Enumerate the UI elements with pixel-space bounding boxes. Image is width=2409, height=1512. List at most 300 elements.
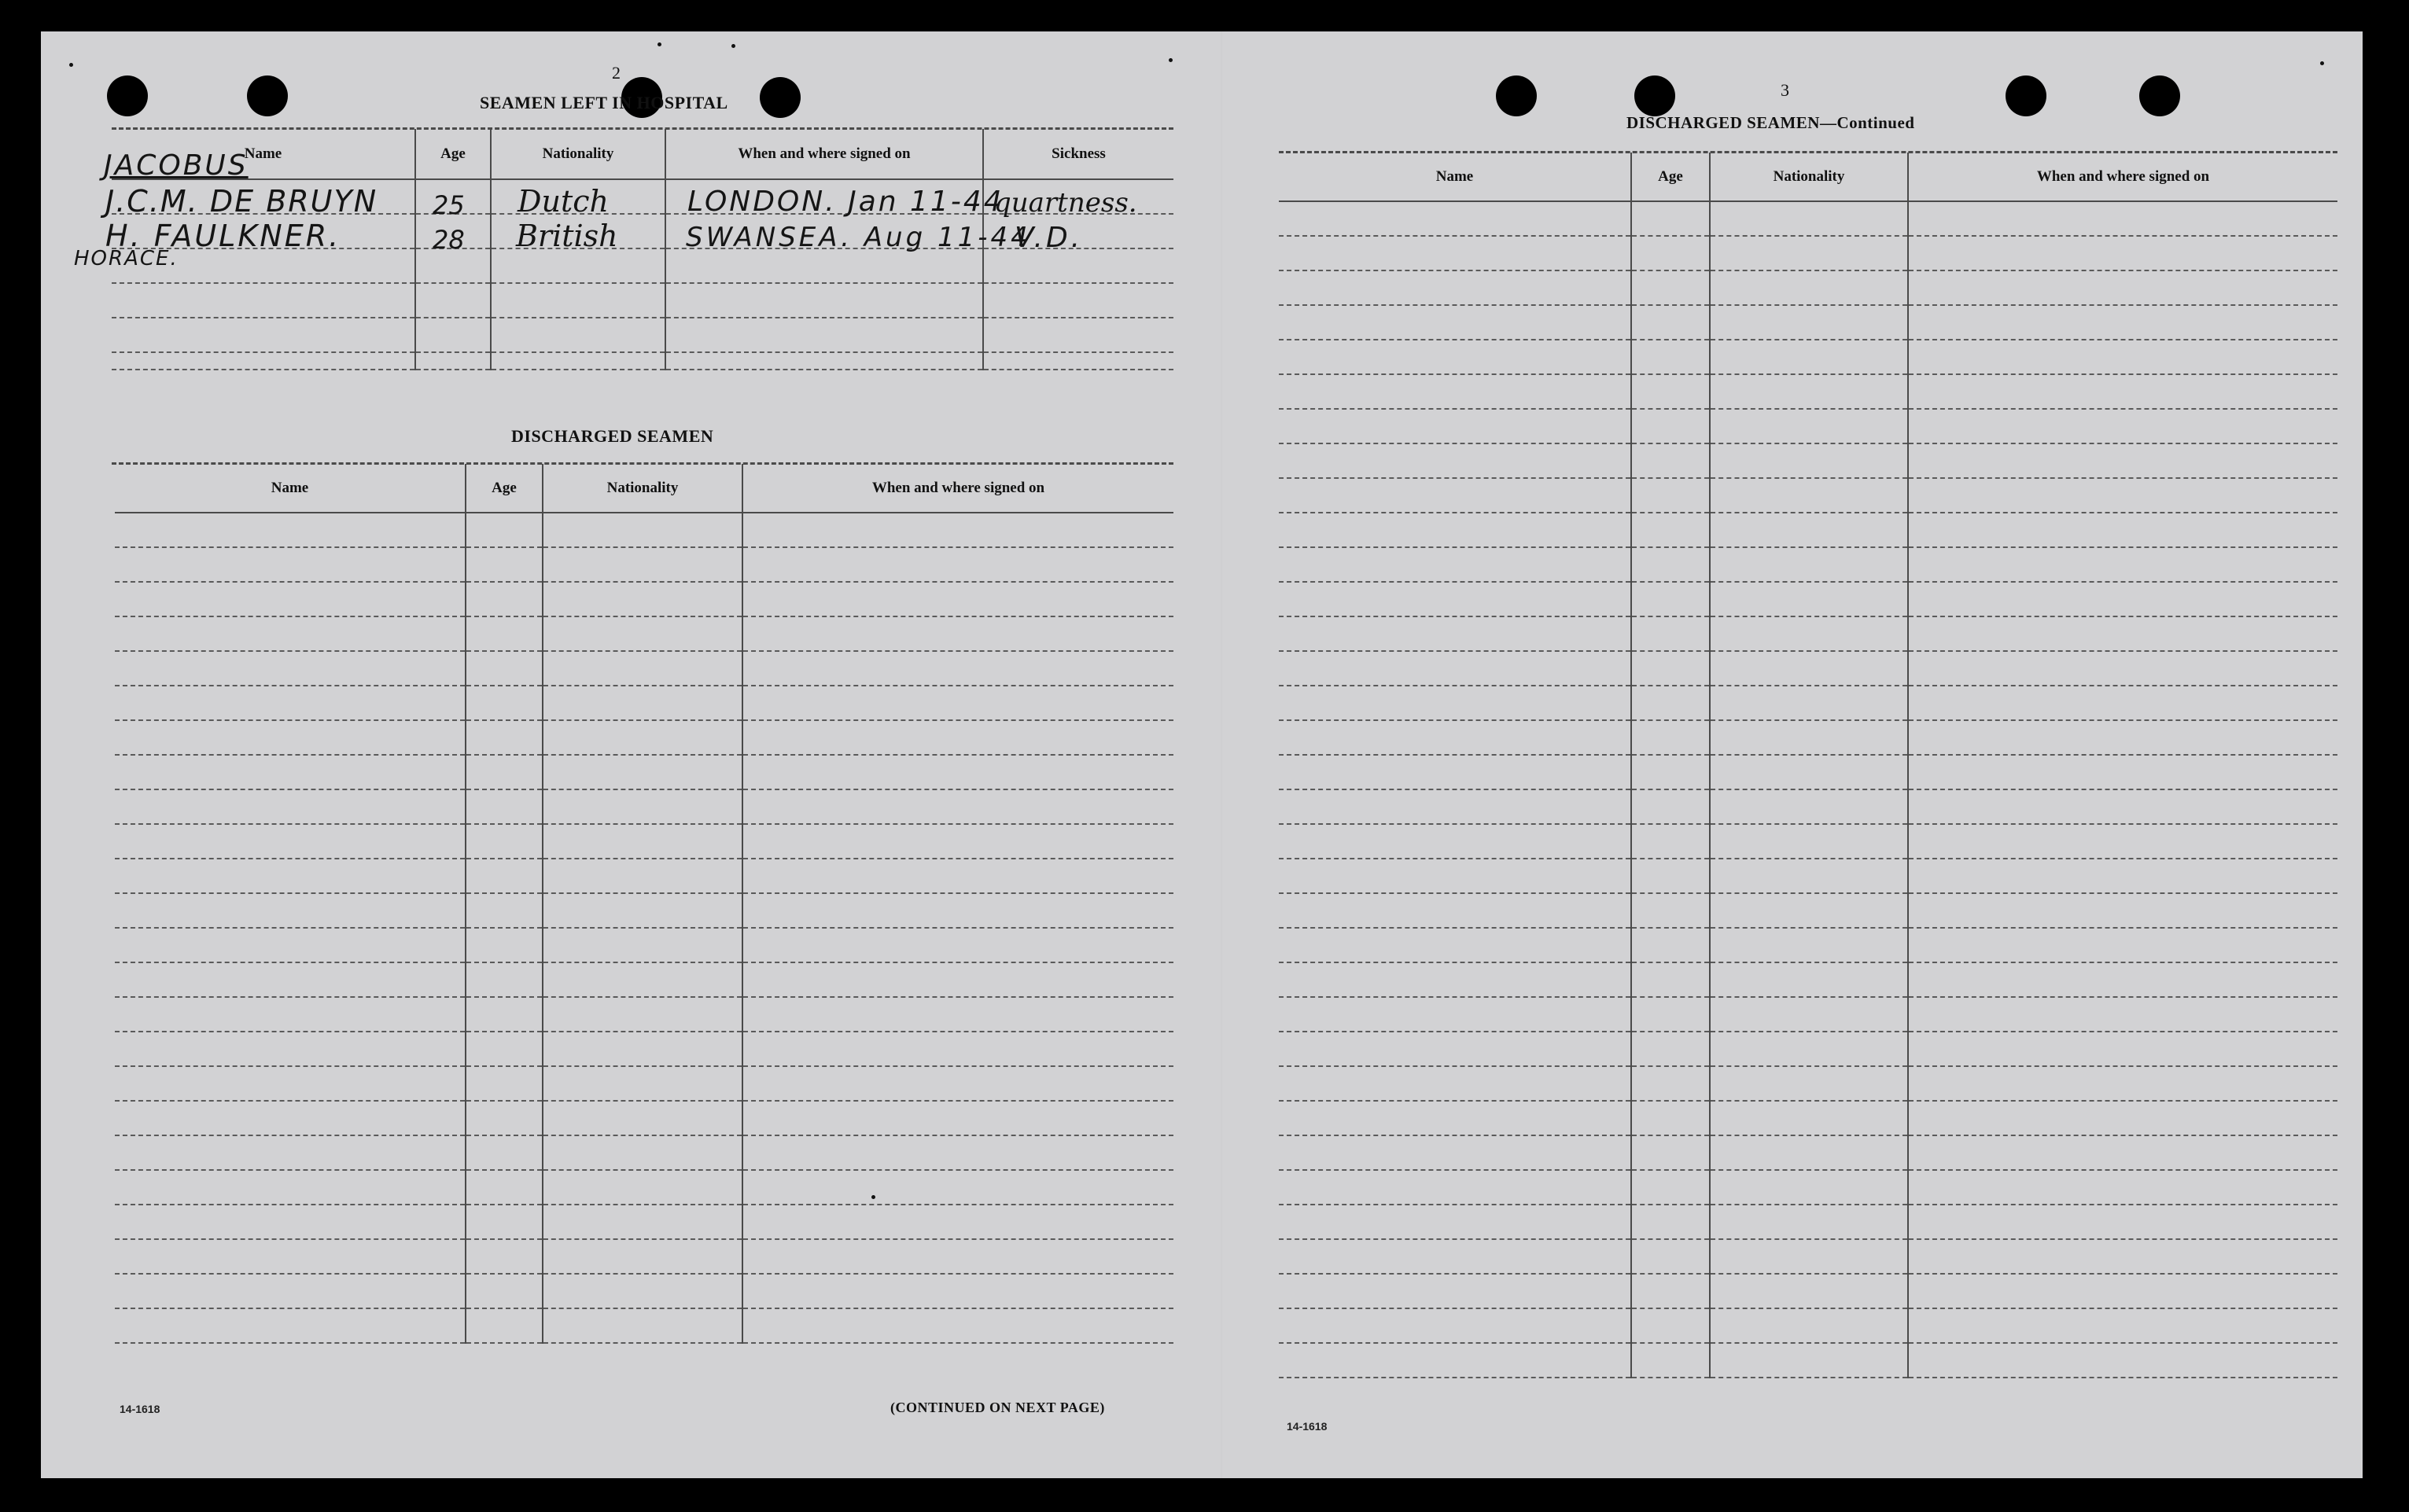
table-cell — [1631, 616, 1710, 651]
table-cell — [742, 1239, 1173, 1274]
table-row — [115, 1308, 1173, 1343]
table-cell — [543, 928, 742, 962]
table-cell — [1631, 755, 1710, 789]
table-cell — [1710, 409, 1908, 443]
table-row — [115, 824, 1173, 859]
table-cell — [742, 962, 1173, 997]
table-row — [1279, 513, 2337, 547]
table-cell — [1279, 1032, 1631, 1066]
table-cell — [1631, 270, 1710, 305]
table-cell — [1631, 859, 1710, 893]
table-cell — [543, 1239, 742, 1274]
table-cell — [1279, 928, 1631, 962]
table-cell — [543, 582, 742, 616]
table-cell — [1908, 582, 2337, 616]
table-cell — [466, 824, 543, 859]
table-cell — [1908, 1101, 2337, 1135]
table-cell — [466, 651, 543, 686]
table-cell — [1908, 859, 2337, 893]
table-row — [115, 686, 1173, 720]
punch-hole — [1496, 75, 1537, 116]
table-cell — [543, 1308, 742, 1343]
table-cell — [1710, 340, 1908, 374]
table-cell — [115, 616, 466, 651]
table-cell — [1279, 443, 1631, 478]
table-row — [115, 859, 1173, 893]
table-row — [1279, 928, 2337, 962]
table-cell — [115, 928, 466, 962]
table-cell — [466, 1032, 543, 1066]
punch-hole — [1634, 75, 1675, 116]
table-cell — [115, 1239, 466, 1274]
table-cell — [466, 1239, 543, 1274]
table-cell — [742, 928, 1173, 962]
page-divider — [1221, 31, 1222, 1478]
table-cell — [1908, 893, 2337, 928]
table-cell — [543, 1135, 742, 1170]
handwritten-name-2: H. FAULKNER. — [105, 219, 341, 253]
seamen-left-hospital-title: SEAMEN LEFT IN HOSPITAL — [480, 93, 728, 112]
table-row — [115, 789, 1173, 824]
table-row — [1279, 1170, 2337, 1205]
table-row — [1279, 1032, 2337, 1066]
table-cell — [466, 755, 543, 789]
table-cell — [1279, 893, 1631, 928]
table-cell — [1279, 547, 1631, 582]
table-cell — [1631, 893, 1710, 928]
table-cell — [543, 651, 742, 686]
table-cell — [1710, 582, 1908, 616]
page-number-left: 2 — [612, 63, 621, 83]
table-cell — [742, 513, 1173, 547]
table-cell — [115, 1101, 466, 1135]
table-cell — [1710, 789, 1908, 824]
col-header-name: Name — [1279, 153, 1631, 201]
table-cell — [1279, 201, 1631, 236]
table-row — [115, 1101, 1173, 1135]
table-cell — [466, 1135, 543, 1170]
discharged-seamen-table — [115, 464, 1173, 1344]
table-cell — [1908, 443, 2337, 478]
table-cell — [742, 1205, 1173, 1239]
table-cell — [1279, 1135, 1631, 1170]
table-row — [1279, 478, 2337, 513]
table-row — [1279, 1066, 2337, 1101]
table-cell — [1279, 1343, 1631, 1378]
table-cell — [1908, 201, 2337, 236]
table-cell — [466, 686, 543, 720]
table-row — [115, 1170, 1173, 1205]
table-cell — [115, 1066, 466, 1101]
handwritten-signed-on-1: LONDON. Jan 11-44 — [687, 186, 1004, 218]
table-cell — [543, 1205, 742, 1239]
table-cell — [1710, 1205, 1908, 1239]
table-row — [115, 997, 1173, 1032]
table-cell — [1710, 824, 1908, 859]
table-cell — [1908, 1135, 2337, 1170]
continued-note: (CONTINUED ON NEXT PAGE) — [890, 1400, 1105, 1415]
table-cell — [742, 859, 1173, 893]
col-header-sickness: Sickness — [983, 129, 1173, 179]
table-cell — [1279, 1101, 1631, 1135]
table-row — [1279, 616, 2337, 651]
table-cell — [1631, 201, 1710, 236]
table-cell — [1631, 962, 1710, 997]
table-cell — [543, 997, 742, 1032]
table-row — [115, 651, 1173, 686]
table-cell — [1908, 651, 2337, 686]
table-row — [115, 893, 1173, 928]
table-cell — [1710, 1101, 1908, 1135]
table-cell — [1279, 720, 1631, 755]
table-cell — [742, 547, 1173, 582]
table-cell — [1631, 997, 1710, 1032]
table-cell — [115, 1135, 466, 1170]
table-row — [1279, 1239, 2337, 1274]
table-cell — [1631, 1066, 1710, 1101]
table-cell — [466, 789, 543, 824]
table-row — [115, 1135, 1173, 1170]
table-cell — [1710, 1343, 1908, 1378]
col-header-name: Name — [115, 464, 466, 513]
table-row — [115, 513, 1173, 547]
table-cell — [543, 1101, 742, 1135]
col-header-age: Age — [466, 464, 543, 513]
table-cell — [1908, 1343, 2337, 1378]
punch-hole — [2139, 75, 2180, 116]
table-cell — [742, 686, 1173, 720]
table-cell — [1279, 340, 1631, 374]
table-cell — [1908, 824, 2337, 859]
table-row — [115, 1032, 1173, 1066]
table-row — [115, 547, 1173, 582]
table-cell — [1710, 1170, 1908, 1205]
handwritten-sickness-2: V.D. — [1015, 222, 1084, 254]
table-cell — [1908, 1205, 2337, 1239]
table-cell — [1710, 443, 1908, 478]
table-row — [1279, 1135, 2337, 1170]
table-cell — [1710, 1032, 1908, 1066]
table-cell — [1279, 686, 1631, 720]
table-cell — [466, 582, 543, 616]
table-cell — [1710, 236, 1908, 270]
table-row — [112, 318, 1173, 352]
table-cell — [115, 651, 466, 686]
table-row — [115, 1066, 1173, 1101]
table-cell — [1279, 651, 1631, 686]
table-row — [1279, 651, 2337, 686]
table-cell — [1908, 409, 2337, 443]
table-row — [1279, 1101, 2337, 1135]
table-cell — [742, 789, 1173, 824]
table-row — [115, 928, 1173, 962]
table-cell — [1631, 824, 1710, 859]
table-cell — [115, 1274, 466, 1308]
table-cell — [1710, 478, 1908, 513]
table-cell — [1279, 962, 1631, 997]
table-cell — [1710, 1239, 1908, 1274]
table-row — [1279, 374, 2337, 409]
table-row — [115, 720, 1173, 755]
table-row — [1279, 755, 2337, 789]
table-row — [1279, 340, 2337, 374]
table-cell — [1710, 997, 1908, 1032]
table-cell — [742, 824, 1173, 859]
table-cell — [543, 962, 742, 997]
table-cell — [1279, 236, 1631, 270]
table-cell — [115, 1170, 466, 1205]
table-cell — [543, 789, 742, 824]
table-cell — [1631, 513, 1710, 547]
table-cell — [1631, 478, 1710, 513]
table-cell — [543, 1066, 742, 1101]
table-row — [115, 755, 1173, 789]
table-cell — [543, 686, 742, 720]
table-cell — [1710, 1274, 1908, 1308]
table-cell — [1710, 513, 1908, 547]
table-cell — [1710, 755, 1908, 789]
handwritten-sickness-1: quartness. — [994, 187, 1137, 219]
table-row — [1279, 582, 2337, 616]
table-cell — [115, 547, 466, 582]
table-cell — [115, 824, 466, 859]
table-cell — [1631, 651, 1710, 686]
table-cell — [466, 547, 543, 582]
table-cell — [742, 893, 1173, 928]
table-cell — [1631, 1308, 1710, 1343]
table-cell — [1908, 374, 2337, 409]
table-cell — [1279, 755, 1631, 789]
table-cell — [1631, 409, 1710, 443]
table-cell — [115, 1308, 466, 1343]
table-row — [115, 616, 1173, 651]
table-cell — [1908, 928, 2337, 962]
discharged-seamen-continued-table — [1279, 153, 2337, 1378]
table-row — [1279, 962, 2337, 997]
table-cell — [1908, 997, 2337, 1032]
table-cell — [1631, 720, 1710, 755]
table-cell — [115, 859, 466, 893]
table-row — [1279, 789, 2337, 824]
table-cell — [1279, 409, 1631, 443]
table-cell — [1631, 236, 1710, 270]
table-cell — [1631, 686, 1710, 720]
col-header-nationality: Nationality — [543, 464, 742, 513]
table-cell — [1710, 201, 1908, 236]
table-cell — [1908, 720, 2337, 755]
handwritten-signed-on-2: SWANSEA. Aug 11-44 — [686, 222, 1031, 253]
table-cell — [1908, 1274, 2337, 1308]
table-cell — [742, 1308, 1173, 1343]
table-cell — [1710, 928, 1908, 962]
table-cell — [1279, 859, 1631, 893]
table-cell — [1279, 1066, 1631, 1101]
table-cell — [466, 1205, 543, 1239]
table-cell — [1631, 1205, 1710, 1239]
table-cell — [115, 720, 466, 755]
table-cell — [1631, 928, 1710, 962]
col-header-signed-on: When and where signed on — [665, 129, 983, 179]
table-cell — [466, 513, 543, 547]
table-cell — [1279, 513, 1631, 547]
table-cell — [1631, 374, 1710, 409]
table-cell — [1710, 686, 1908, 720]
table-cell — [466, 1308, 543, 1343]
table-cell — [543, 1032, 742, 1066]
table-cell — [1279, 616, 1631, 651]
table-cell — [1631, 1239, 1710, 1274]
table-cell — [543, 824, 742, 859]
table-row — [1279, 859, 2337, 893]
table-cell — [1631, 1101, 1710, 1135]
table-row — [1279, 236, 2337, 270]
table-cell — [1710, 1135, 1908, 1170]
table-row — [1279, 997, 2337, 1032]
table-row — [115, 1274, 1173, 1308]
table-cell — [543, 1170, 742, 1205]
table-cell — [115, 789, 466, 824]
handwritten-first-name-1: JACOBUS — [104, 149, 249, 182]
table-cell — [1710, 720, 1908, 755]
table-cell — [742, 616, 1173, 651]
table-cell — [1710, 547, 1908, 582]
table-cell — [1631, 1135, 1710, 1170]
table-row — [1279, 720, 2337, 755]
table-cell — [1908, 513, 2337, 547]
table-row — [1279, 443, 2337, 478]
col-header-nationality: Nationality — [1710, 153, 1908, 201]
table-row — [112, 283, 1173, 318]
form-number-left: 14-1618 — [120, 1403, 160, 1415]
table-row — [115, 1239, 1173, 1274]
table-cell — [1279, 1239, 1631, 1274]
table-cell — [1279, 1274, 1631, 1308]
table-row — [1279, 547, 2337, 582]
table-cell — [742, 651, 1173, 686]
table-cell — [115, 1205, 466, 1239]
table-cell — [543, 755, 742, 789]
table-cell — [1908, 1239, 2337, 1274]
table-cell — [1279, 305, 1631, 340]
table-cell — [543, 893, 742, 928]
table-cell — [742, 1032, 1173, 1066]
handwritten-age-2: 28 — [433, 225, 465, 255]
table-cell — [1710, 305, 1908, 340]
table-cell — [115, 893, 466, 928]
table-cell — [115, 1032, 466, 1066]
table-cell — [742, 1101, 1173, 1135]
col-header-signed-on: When and where signed on — [742, 464, 1173, 513]
table-cell — [1710, 374, 1908, 409]
table-cell — [1908, 305, 2337, 340]
table-cell — [1710, 616, 1908, 651]
handwritten-first-name-2: HORACE. — [74, 247, 179, 270]
table-cell — [1279, 789, 1631, 824]
table-cell — [1279, 997, 1631, 1032]
handwritten-nationality-2: British — [516, 219, 618, 253]
table-row — [115, 582, 1173, 616]
form-number-right: 14-1618 — [1287, 1420, 1328, 1433]
handwritten-nationality-1: Dutch — [518, 184, 609, 219]
table-cell — [115, 582, 466, 616]
table-cell — [543, 513, 742, 547]
table-cell — [1631, 305, 1710, 340]
punch-hole — [107, 75, 148, 116]
table-row — [1279, 1308, 2337, 1343]
table-cell — [742, 1066, 1173, 1101]
table-cell — [115, 755, 466, 789]
table-cell — [1710, 1308, 1908, 1343]
table-row — [1279, 686, 2337, 720]
table-row — [1279, 305, 2337, 340]
table-cell — [1631, 547, 1710, 582]
table-cell — [466, 928, 543, 962]
table-cell — [1908, 686, 2337, 720]
table-cell — [1710, 270, 1908, 305]
table-cell — [115, 997, 466, 1032]
table-cell — [1908, 616, 2337, 651]
table-cell — [1710, 893, 1908, 928]
document-sheet — [41, 31, 2363, 1478]
table-cell — [1279, 478, 1631, 513]
table-cell — [1710, 859, 1908, 893]
table-cell — [1279, 582, 1631, 616]
table-cell — [1908, 789, 2337, 824]
handwritten-name-1: J.C.M. DE BRUYN — [105, 184, 378, 219]
table-cell — [466, 962, 543, 997]
table-cell — [1908, 1170, 2337, 1205]
table-row — [1279, 1205, 2337, 1239]
table-cell — [1631, 1170, 1710, 1205]
table-cell — [1631, 1032, 1710, 1066]
table-cell — [1908, 236, 2337, 270]
table-cell — [742, 1135, 1173, 1170]
table-cell — [115, 686, 466, 720]
table-cell — [742, 1274, 1173, 1308]
table-cell — [1631, 443, 1710, 478]
table-cell — [1908, 340, 2337, 374]
table-row — [115, 962, 1173, 997]
table-cell — [1908, 755, 2337, 789]
table-row — [1279, 1274, 2337, 1308]
table-row — [1279, 270, 2337, 305]
table-cell — [742, 720, 1173, 755]
table-cell — [543, 547, 742, 582]
table-cell — [1631, 582, 1710, 616]
table-cell — [466, 893, 543, 928]
table-cell — [1631, 1343, 1710, 1378]
col-header-nationality: Nationality — [491, 129, 665, 179]
punch-hole — [2006, 75, 2046, 116]
table-cell — [1631, 340, 1710, 374]
table-cell — [466, 1101, 543, 1135]
discharged-seamen-continued-title: DISCHARGED SEAMEN—Continued — [1626, 113, 1915, 132]
table-cell — [742, 997, 1173, 1032]
table-cell — [1710, 651, 1908, 686]
table-row — [1279, 1343, 2337, 1378]
col-header-age: Age — [1631, 153, 1710, 201]
table-cell — [466, 1274, 543, 1308]
handwritten-age-1: 25 — [433, 190, 465, 220]
discharged-seamen-title: DISCHARGED SEAMEN — [511, 426, 714, 446]
col-header-age: Age — [415, 129, 491, 179]
table-cell — [1631, 789, 1710, 824]
table-cell — [466, 720, 543, 755]
table-cell — [466, 859, 543, 893]
table-cell — [1908, 547, 2337, 582]
table-cell — [115, 962, 466, 997]
table-row — [112, 352, 1173, 370]
